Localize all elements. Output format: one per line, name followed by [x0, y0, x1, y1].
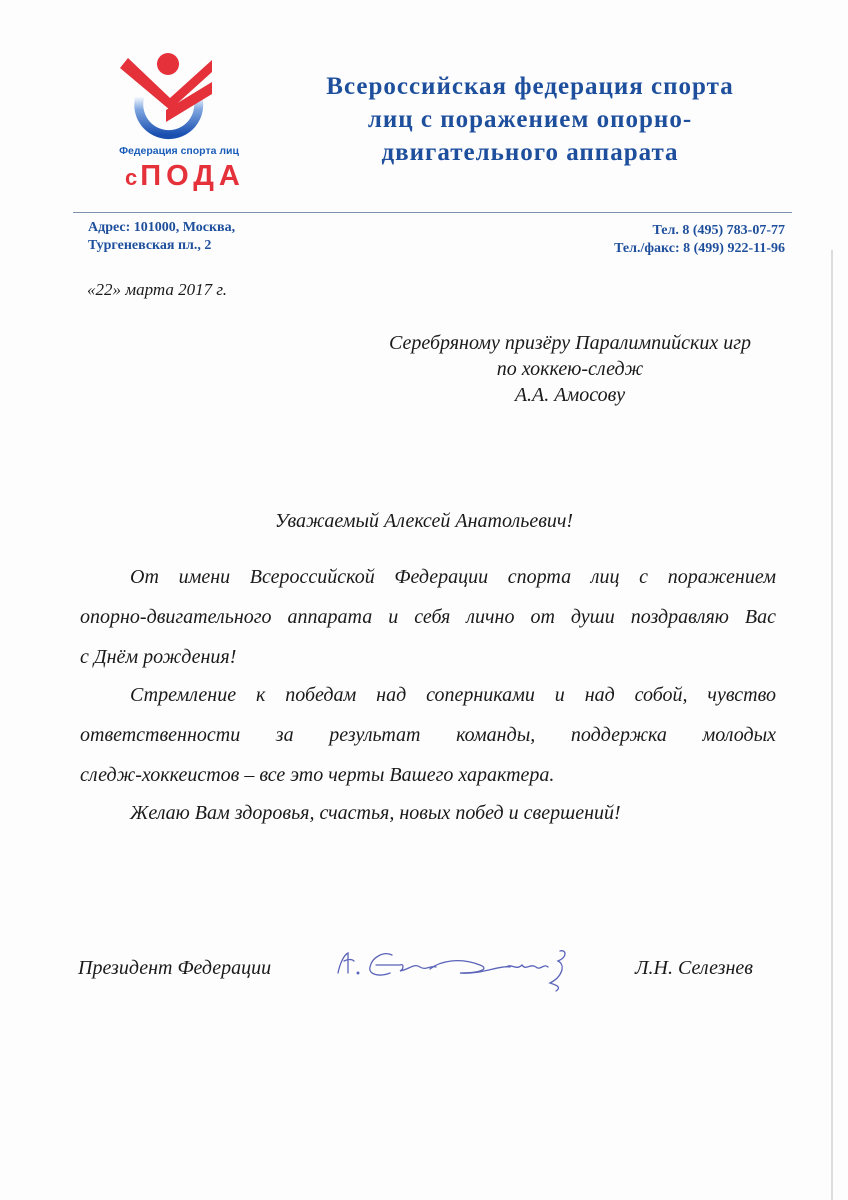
logo-brand-main: ПОДА [140, 160, 245, 192]
salutation: Уважаемый Алексей Анатольевич! [274, 510, 574, 532]
org-title-line: двигательного аппарата [381, 139, 679, 166]
fax-line: Тел./факс: 8 (499) 922-11-96 [614, 241, 785, 256]
address-block [88, 219, 235, 255]
org-title-line: Всероссийская федерация спорта [326, 73, 734, 100]
logo-emblem-icon [118, 48, 218, 143]
paragraph-line: Стремление к победам над соперниками и над собой, чувство [130, 684, 776, 706]
paragraph-line: опорно-двигательного аппарата и себя лично от души поздравляю Вас [80, 606, 776, 628]
recipient-line: по хоккею-следж [496, 358, 644, 380]
paragraph-line: От имени Всероссийской Федерации спорта лиц с поражением [130, 566, 776, 588]
address-line: Адрес: 101000, Москва, [88, 220, 236, 235]
recipient-line: Серебряному призёру Паралимпийских игр [389, 332, 751, 354]
paragraph-line: с Днём рождения! [80, 646, 237, 668]
recipient-block [330, 330, 810, 408]
organization-title [280, 70, 780, 169]
signatory-name: Л.Н. Селезнев [635, 957, 753, 979]
address-line: Тургеневская пл., 2 [88, 238, 212, 253]
paragraph-line: следж-хоккеистов – все это черты Вашего характера. [80, 764, 555, 786]
recipient-line: А.А. Амосову [514, 384, 626, 406]
paragraph-line: Желаю Вам здоровья, счастья, новых побед и свершений! [130, 802, 621, 824]
paragraph-line: ответственности за результат команды, поддержка молодых [80, 724, 776, 746]
letter-date: «22» марта 2017 г. [87, 280, 228, 299]
logo-caption: Федерация спорта лиц [119, 145, 239, 157]
scan-artifact-line [831, 250, 833, 1200]
phone-line: Тел. 8 (495) 783-07-77 [652, 223, 785, 238]
org-title-line: лиц с поражением опорно- [367, 106, 693, 133]
federation-logo [100, 48, 260, 198]
handwritten-signature [330, 943, 620, 993]
logo-brand [125, 160, 245, 193]
signatory-position: Президент Федерации [78, 957, 272, 979]
logo-brand-prefix: с [125, 165, 141, 190]
header-separator [73, 212, 792, 213]
contacts-block [614, 222, 785, 258]
